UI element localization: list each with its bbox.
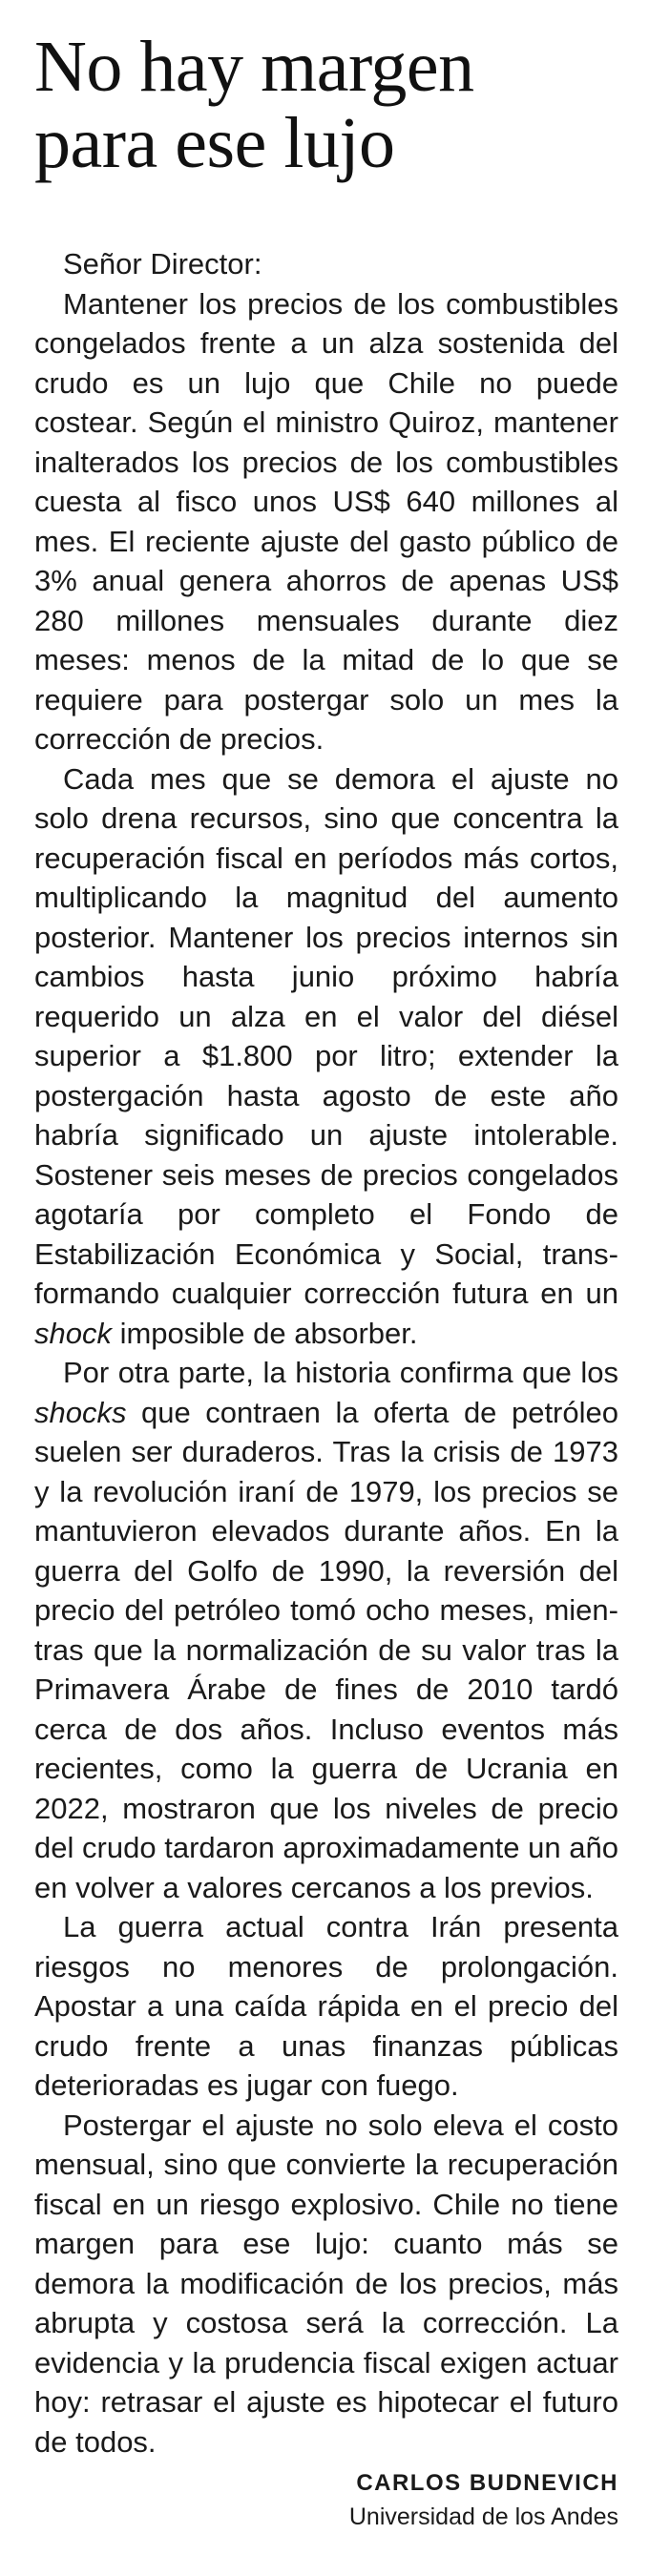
paragraph-3: [34, 1353, 618, 1907]
paragraph-3-text-a: Por otra parte, la historia confirma que los: [63, 1356, 618, 1389]
paragraph-1: Mantener los precios de los combustibles congelados frente a un alza sostenida del crudo es un lujo que Chile no puede costear. Según el ministro Quiroz, mantener inalterados los precios de los combustibles cuesta al fisco unos US$ 640 millones al mes. El reciente ajuste del gasto público de 3% anual genera ahorros de apenas US$ 280 millones mensuales durante diez meses: menos de la mitad de lo que se requiere para postergar solo un mes la corrección de precios.: [34, 286, 618, 756]
paragraph-2-emphasis: shock: [34, 1316, 112, 1350]
salutation: Señor Director:: [63, 247, 262, 280]
author-name: CARLOS BUDNEVICH: [356, 2470, 618, 2496]
paragraph-4: La guerra actual contra Irán presenta riesgos no menores de prolongación. Apostar a una caída rápida en el precio del crudo frente a unas finanzas públicas deterioradas es jugar con fuego.: [34, 1910, 618, 2102]
paragraph-5: Postergar el ajuste no solo eleva el costo mensual, sino que convierte la recuperación fiscal en un riesgo explosivo. Chile no tiene margen para ese lujo: cuanto más se demora la modificación de los precios, más abrupta y costosa será la corrección. La evidencia y la prudencia fiscal exigen actuar hoy: retrasar el ajuste es hipotecar el futuro de todos.: [34, 2108, 618, 2459]
author-affiliation: Universidad de los Andes: [348, 2503, 618, 2530]
headline: [34, 29, 618, 181]
paragraph-2-text-b: imposible de absorber.: [111, 1316, 418, 1350]
signature-block: [34, 2467, 618, 2534]
paragraph-3-emphasis: shocks: [34, 1395, 127, 1429]
paragraph-2-text-a: Cada mes que se demora el ajuste no solo drena recursos, sino que concentra la recuperación fiscal en períodos más cortos, multiplicando la magnitud del aumento posterior. Mantener los precios internos sin cambios hasta junio próximo habría requerido un alza en el valor del diésel superior a $1.800 por litro; extender la postergación hasta agosto de este año habría significado un ajuste intolerable. Sostener seis meses de precios congelados agotaría por completo el Fondo de Estabilización Económica y Social, transformando cualquier corrección futura en un: [34, 761, 618, 1310]
headline-line-2: para ese lujo: [34, 103, 395, 183]
paragraph-3-text-b: que contraen la oferta de petróleo suelen ser duraderos. Tras la crisis de 1973 y la revolución iraní de 1979, los precios se mantuvieron elevados durante años. En la guerra del Golfo de 1990, la reversión del precio del petróleo tomó ocho meses, mientras que la normalización de su valor tras la Primavera Árabe de fines de 2010 tardó cerca de dos años. Incluso eventos más recientes, como la guerra de Ucrania en 2022, mostraron que los niveles de precio del crudo tardaron aproximadamente un año en volver a valores cercanos a los previos.: [34, 1395, 618, 1904]
letter-body: [34, 244, 618, 2462]
headline-line-1: No hay margen: [34, 27, 474, 107]
paragraph-2: [34, 759, 618, 1354]
letter-article: [34, 29, 618, 2534]
